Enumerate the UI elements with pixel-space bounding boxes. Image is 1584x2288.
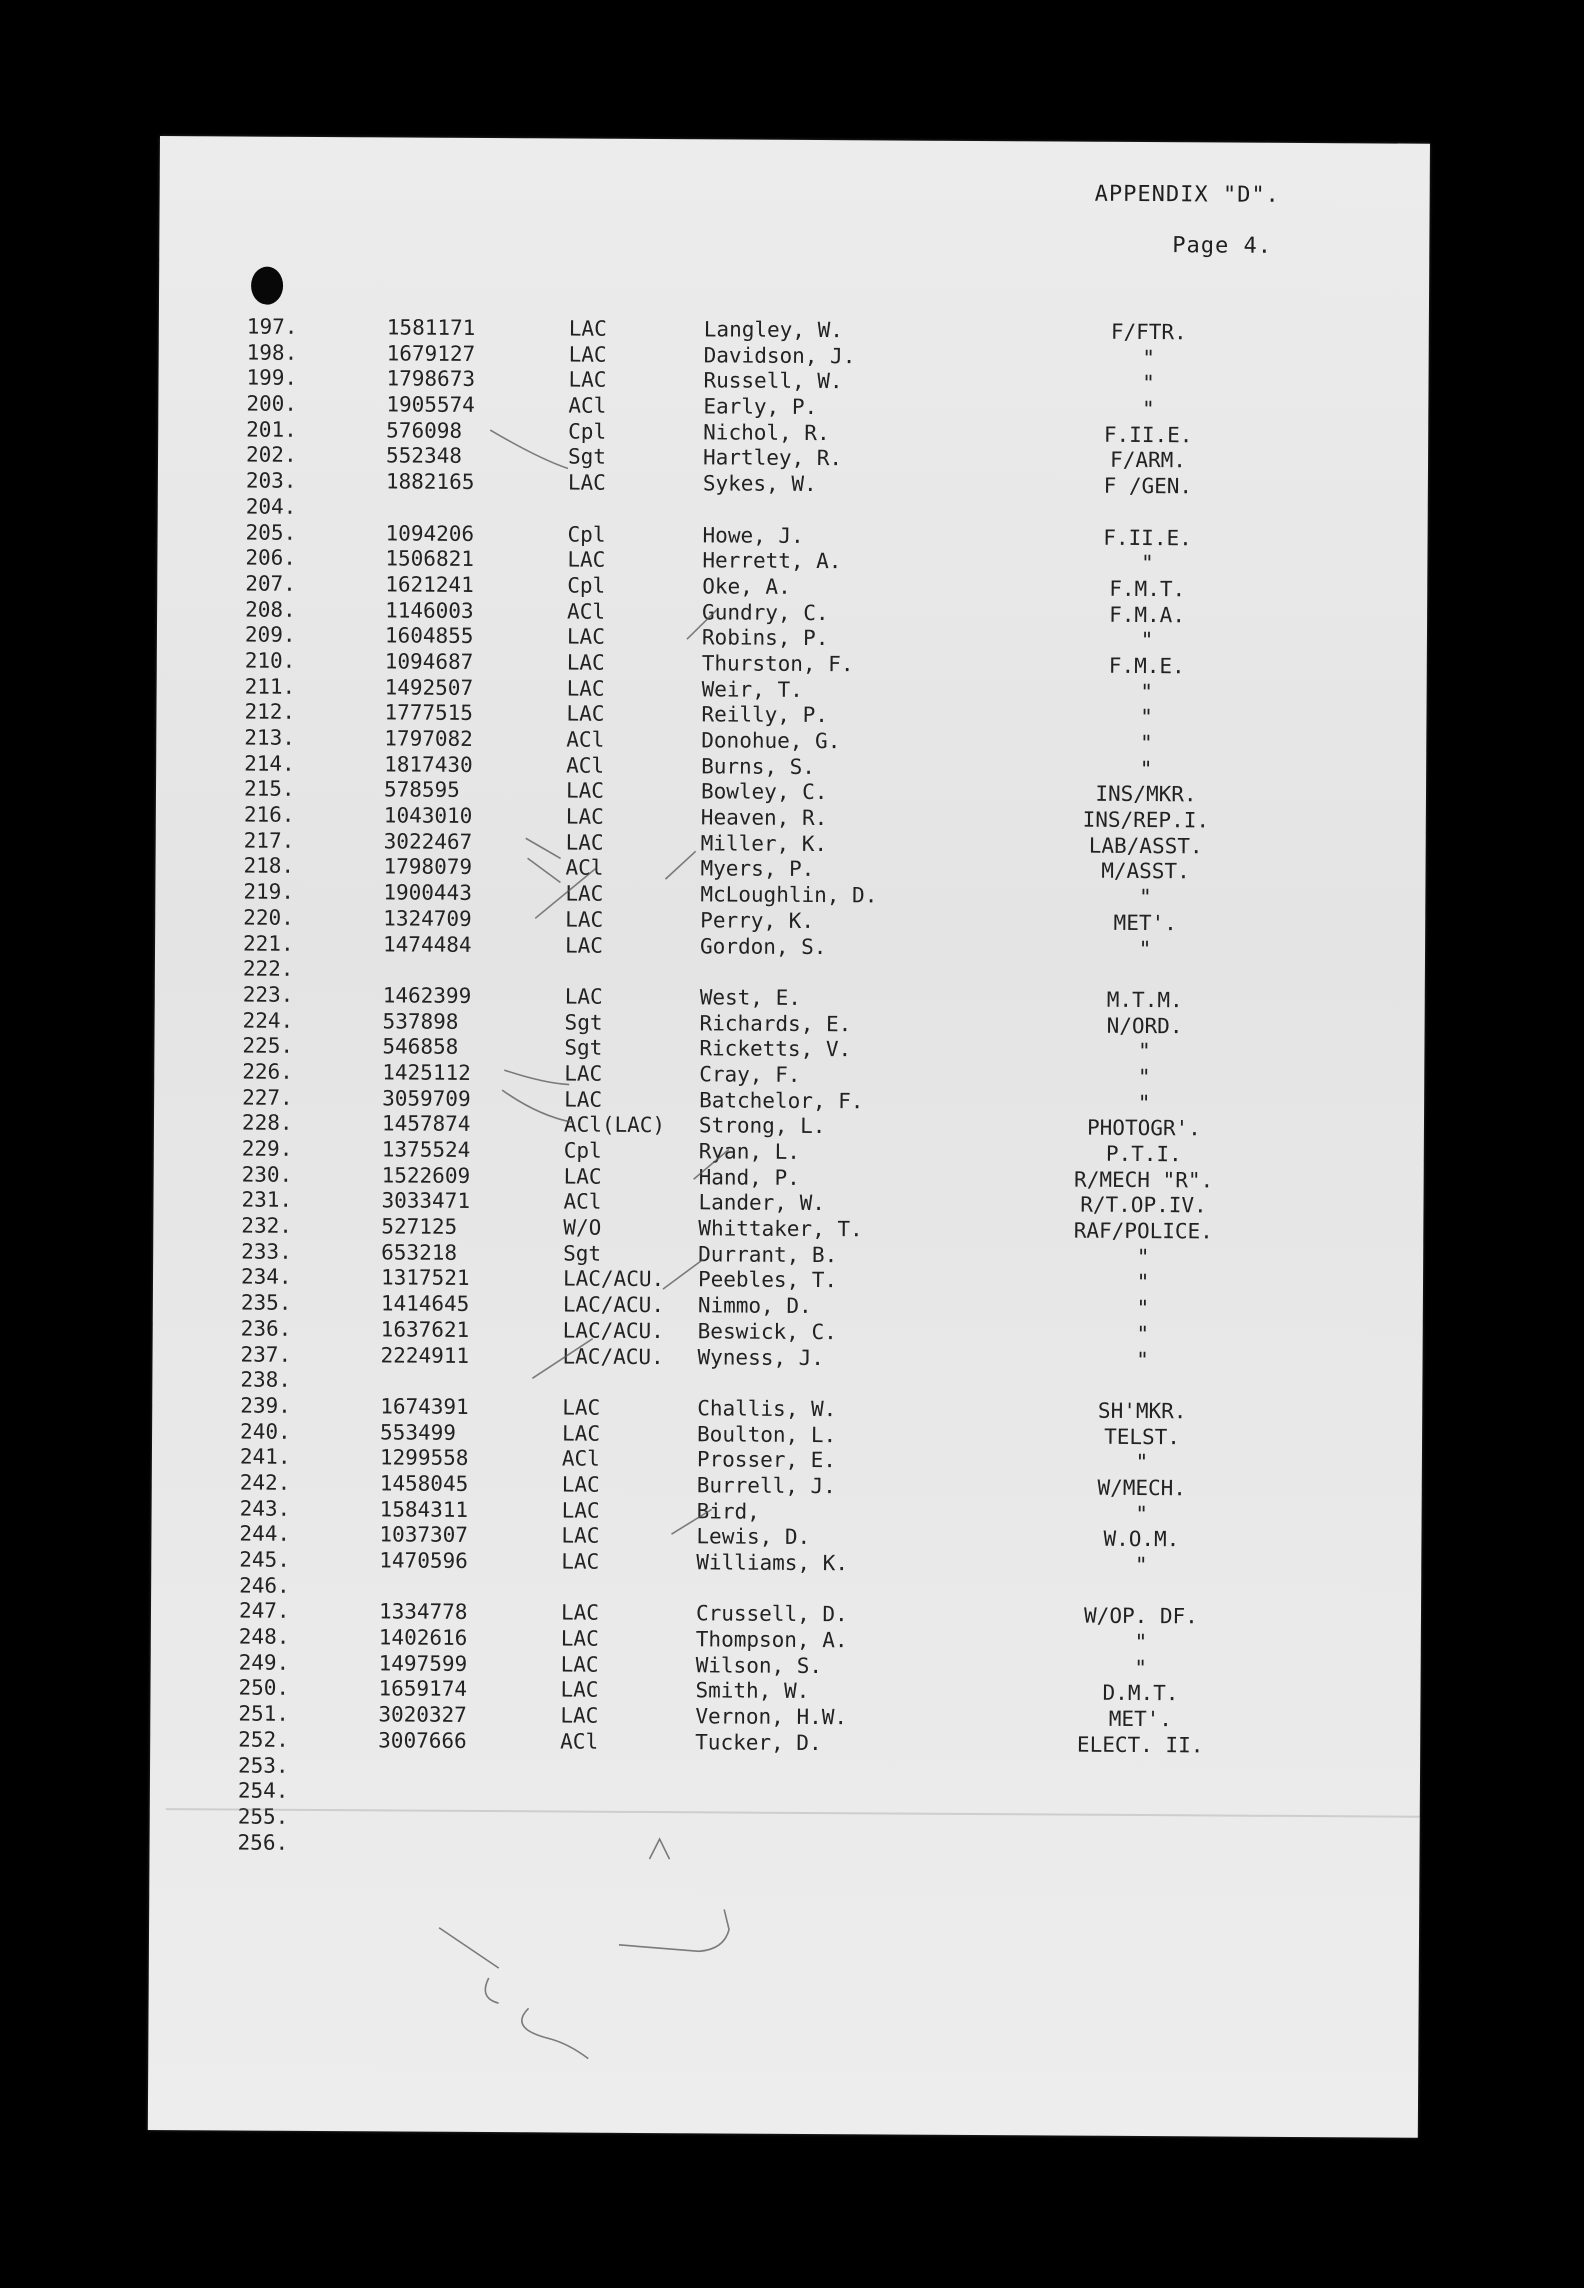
row-number: 233. (241, 1239, 292, 1264)
trade: " (1141, 551, 1154, 576)
row-number: 224. (242, 1008, 294, 1033)
person-name: Miller, K. (700, 831, 828, 856)
rank: LAC (560, 1626, 599, 1651)
service-number: 527125 (381, 1214, 458, 1239)
rank: Cpl (568, 419, 607, 444)
person-name: Bowley, C. (700, 779, 828, 805)
service-number: 1679127 (386, 341, 476, 366)
service-number: 1146003 (385, 597, 474, 623)
person-name: Herrett, A. (702, 548, 842, 574)
row-number: 231. (241, 1187, 293, 1213)
row-number: 251. (238, 1701, 290, 1726)
person-name: Vernon, H.W. (695, 1704, 848, 1730)
rank: LAC (564, 932, 604, 958)
trade: PHOTOGR'. (1086, 1115, 1201, 1141)
service-number: 1414645 (380, 1291, 470, 1317)
row-number: 202. (245, 442, 297, 468)
row-number: 252. (238, 1727, 289, 1752)
person-name: Nimmo, D. (697, 1293, 812, 1319)
row-number: 242. (239, 1470, 291, 1495)
trade: " (1136, 1244, 1150, 1269)
rank: ACl (567, 599, 606, 624)
row-number: 219. (243, 879, 295, 904)
person-name: Prosser, E. (696, 1447, 837, 1473)
rank: ACl(LAC) (563, 1112, 666, 1138)
service-number: 1506821 (385, 546, 475, 572)
pencil-stroke (522, 2008, 589, 2058)
row-number: 222. (242, 956, 294, 982)
rank: LAC (562, 1421, 601, 1446)
trade: F/ARM. (1110, 448, 1187, 473)
trade: W/OP. DF. (1083, 1604, 1198, 1629)
rank: Cpl (567, 573, 606, 598)
row-number: 240. (240, 1419, 291, 1444)
trade: F.M.E. (1108, 653, 1185, 679)
trade: N/ORD. (1106, 1013, 1183, 1038)
pencil-stroke (619, 1909, 729, 1952)
trade: " (1140, 679, 1154, 704)
trade: " (1135, 1501, 1149, 1526)
trade: " (1142, 345, 1156, 370)
trade: " (1138, 885, 1152, 910)
service-number: 1402616 (378, 1625, 468, 1650)
service-number: 1522609 (381, 1163, 471, 1188)
trade: W/MECH. (1097, 1475, 1187, 1501)
service-number: 3007666 (378, 1728, 467, 1753)
row-number: 236. (240, 1316, 292, 1341)
person-name: Donohue, G. (701, 728, 841, 754)
appendix-label: APPENDIX "D". (1094, 181, 1280, 208)
rank: LAC (566, 650, 605, 675)
row-number: 226. (242, 1059, 293, 1084)
rank: LAC/ACU. (562, 1292, 665, 1318)
rank: Sgt (567, 444, 607, 470)
row-number: 223. (242, 982, 294, 1007)
person-name: Reilly, P. (701, 702, 828, 728)
trade: LAB/ASST. (1088, 833, 1203, 859)
document-page (148, 136, 1430, 2138)
person-name: Wyness, J. (697, 1344, 825, 1370)
row-number: 253. (237, 1753, 289, 1778)
row-number: 235. (240, 1290, 292, 1315)
row-number: 213. (244, 725, 295, 750)
trade: INS/MKR. (1095, 782, 1197, 807)
row-number: 220. (243, 905, 294, 930)
rank: LAC (564, 1087, 603, 1112)
row-number: 211. (244, 674, 296, 699)
trade: P.T.I. (1105, 1141, 1182, 1167)
row-number: 229. (241, 1136, 293, 1161)
service-number: 1604855 (384, 623, 474, 649)
trade: F.M.T. (1109, 576, 1186, 602)
service-number: 537898 (382, 1008, 459, 1034)
person-name: Whittaker, T. (698, 1216, 863, 1242)
rank: ACl (561, 1446, 600, 1471)
service-number: 1474484 (382, 931, 472, 957)
trade: R/T.OP.IV. (1080, 1193, 1207, 1218)
service-number: 1324709 (383, 906, 472, 931)
row-number: 237. (240, 1342, 292, 1367)
row-number: 197. (246, 314, 298, 339)
person-name: Beswick, C. (697, 1319, 837, 1344)
row-number: 228. (241, 1110, 293, 1136)
service-number: 1492507 (384, 675, 474, 700)
row-number: 234. (240, 1264, 292, 1290)
rank: Sgt (564, 1010, 603, 1035)
rank: ACl (563, 1189, 602, 1215)
rank: Sgt (564, 1035, 603, 1060)
service-number: 1458045 (379, 1471, 469, 1496)
rank: LAC (561, 1498, 600, 1523)
rank: LAC (564, 984, 603, 1009)
person-name: West, E. (699, 985, 801, 1010)
trade: " (1138, 1039, 1151, 1064)
rank: LAC (565, 830, 604, 855)
service-number: 546858 (382, 1034, 459, 1060)
person-name: Durrant, B. (698, 1242, 838, 1267)
trade: " (1142, 371, 1155, 396)
service-number: 1900443 (383, 880, 472, 906)
trade: F.II.E. (1103, 525, 1192, 550)
person-name: Perry, K. (700, 908, 815, 933)
service-number: 1905574 (386, 392, 475, 417)
row-number: 201. (246, 417, 297, 442)
person-name: Nichol, R. (703, 420, 830, 445)
row-number: 198. (246, 340, 298, 365)
trade: " (1140, 705, 1153, 730)
person-name: Ricketts, V. (699, 1036, 852, 1062)
service-number: 1462399 (382, 983, 472, 1008)
trade: " (1139, 730, 1153, 756)
rank: LAC (566, 676, 605, 701)
rank: LAC (567, 547, 606, 572)
person-name: Tucker, D. (695, 1730, 822, 1755)
row-number: 245. (239, 1547, 290, 1572)
row-number: 238. (240, 1367, 292, 1393)
row-number: 210. (244, 648, 296, 673)
trade: W.O.M. (1103, 1527, 1180, 1552)
row-number: 243. (239, 1496, 291, 1521)
trade: " (1136, 1270, 1150, 1295)
rank: Cpl (563, 1138, 602, 1163)
trade: F/FTR. (1110, 319, 1187, 345)
service-number: 1777515 (384, 700, 474, 726)
person-name: Myers, P. (700, 856, 815, 882)
rank: LAC (568, 367, 607, 393)
rank: LAC (566, 624, 605, 649)
row-number: 203. (245, 468, 297, 493)
service-number: 1797082 (384, 726, 473, 751)
service-number: 576098 (386, 418, 463, 443)
person-name: Lander, W. (698, 1190, 826, 1216)
pencil-stroke (439, 1928, 499, 1968)
trade: RAF/POLICE. (1073, 1218, 1213, 1244)
rank: LAC (560, 1600, 599, 1626)
person-name: Richards, E. (699, 1010, 852, 1036)
row-number: 214. (244, 751, 295, 776)
trade: " (1134, 1655, 1148, 1680)
trade: F /GEN. (1103, 473, 1193, 499)
person-name: Hartley, R. (702, 445, 843, 471)
row-number: 247. (238, 1598, 290, 1624)
service-number: 1425112 (382, 1060, 471, 1085)
rank: Sgt (563, 1241, 602, 1266)
rank: LAC (562, 1395, 601, 1420)
rank: LAC (563, 1164, 602, 1189)
row-number: 255. (237, 1804, 289, 1829)
service-number: 1470596 (379, 1548, 468, 1573)
rank: LAC (560, 1652, 599, 1677)
service-number: 1299558 (379, 1445, 469, 1471)
rank: LAC (561, 1523, 600, 1549)
person-name: Bird, (696, 1498, 760, 1524)
rank: Cpl (567, 521, 606, 547)
rank: ACl (568, 393, 607, 418)
row-number: 204. (245, 494, 297, 519)
rank: LAC (565, 907, 604, 932)
row-number: 205. (245, 520, 297, 545)
row-number: 217. (243, 828, 295, 853)
service-number: 1317521 (380, 1265, 470, 1291)
row-number: 241. (239, 1444, 291, 1470)
row-number: 218. (243, 853, 295, 879)
trade: " (1136, 1347, 1149, 1372)
rank: LAC (566, 701, 605, 727)
trade: M/ASST. (1101, 859, 1190, 884)
person-name: Challis, W. (697, 1396, 837, 1422)
trade: F.II.E. (1103, 422, 1193, 448)
service-number: 1043010 (383, 803, 473, 828)
trade: M.T.M. (1106, 987, 1183, 1013)
row-number: 244. (239, 1521, 291, 1547)
service-number: 653218 (381, 1240, 458, 1265)
row-number: 249. (238, 1650, 290, 1675)
rank: ACl (566, 727, 605, 752)
person-name: Russell, W. (703, 368, 843, 394)
trade: MET'. (1113, 910, 1177, 936)
rank: LAC (565, 804, 604, 829)
person-name: Sykes, W. (702, 471, 817, 497)
person-name: Ryan, L. (698, 1139, 801, 1164)
service-number: 553499 (380, 1419, 457, 1445)
rank: LAC (561, 1549, 600, 1574)
service-number: 1094687 (384, 649, 474, 674)
person-name: Strong, L. (698, 1113, 826, 1139)
rank: LAC/ACU. (562, 1343, 664, 1369)
rank: LAC/ACU. (562, 1266, 665, 1292)
row-number: 199. (246, 365, 298, 391)
trade: " (1136, 1321, 1150, 1346)
service-number: 1584311 (379, 1496, 469, 1522)
rank: LAC (561, 1472, 600, 1497)
rank: LAC (565, 778, 605, 804)
service-number: 1798079 (383, 854, 473, 880)
person-name: Burns, S. (701, 754, 816, 779)
service-number: 1621241 (385, 572, 474, 597)
trade: " (1136, 1296, 1150, 1321)
person-name: Robins, P. (701, 625, 829, 651)
row-number: 208. (245, 597, 296, 622)
trade: " (1134, 1552, 1148, 1578)
person-name: Lewis, D. (696, 1524, 811, 1550)
service-number: 1882165 (385, 469, 475, 495)
person-name: Thompson, A. (695, 1627, 848, 1653)
rank: LAC (564, 1061, 603, 1086)
person-name: Hand, P. (698, 1164, 800, 1190)
service-number: 1674391 (380, 1394, 469, 1419)
row-number: 212. (244, 699, 296, 725)
trade: " (1138, 936, 1152, 961)
person-name: Early, P. (703, 394, 818, 420)
trade: MET'. (1108, 1706, 1173, 1732)
page-number: Page 4. (1172, 233, 1273, 259)
service-number: 3022467 (383, 829, 473, 854)
row-number: 200. (246, 391, 298, 416)
pencil-stroke (485, 1978, 498, 2003)
trade: ELECT. II. (1076, 1732, 1204, 1758)
person-name: Weir, T. (701, 676, 803, 702)
service-number: 1334778 (378, 1599, 468, 1625)
person-name: Wilson, S. (695, 1653, 823, 1678)
trade: " (1137, 1064, 1151, 1090)
service-number: 1094206 (385, 520, 475, 546)
trade: " (1135, 1450, 1149, 1475)
service-number: 1497599 (378, 1651, 468, 1676)
person-name: Batchelor, F. (699, 1087, 864, 1113)
row-number: 232. (241, 1213, 292, 1238)
trade: " (1134, 1630, 1148, 1655)
row-number: 230. (241, 1162, 293, 1187)
service-number: 1659174 (378, 1676, 468, 1702)
rank: ACl (566, 753, 605, 778)
trade: " (1137, 1090, 1151, 1115)
person-name: Smith, W. (695, 1678, 810, 1704)
row-number: 239. (240, 1393, 291, 1418)
service-number: 1375524 (381, 1137, 471, 1162)
row-number: 216. (243, 802, 295, 827)
rank: LAC (568, 316, 607, 341)
row-number: 209. (244, 622, 296, 648)
trade: " (1139, 756, 1153, 781)
rank: ACl (560, 1729, 599, 1754)
punch-hole (251, 267, 283, 305)
service-number: 3033471 (381, 1188, 471, 1214)
person-name: Thurston, F. (701, 651, 854, 677)
trade: " (1140, 628, 1154, 653)
rank: LAC (560, 1703, 599, 1728)
row-number: 256. (237, 1830, 289, 1855)
rank: LAC/ACU. (562, 1318, 664, 1343)
rank: LAC (565, 881, 604, 906)
row-number: 250. (238, 1675, 290, 1701)
trade: INS/REP.I. (1082, 807, 1210, 833)
rank: LAC (560, 1677, 599, 1703)
service-number: 1817430 (384, 752, 473, 777)
trade: " (1141, 397, 1155, 422)
row-number: 254. (237, 1778, 289, 1804)
rank: LAC (567, 470, 606, 495)
person-name: Heaven, R. (700, 805, 828, 831)
row-number: 221. (242, 931, 294, 956)
rank: ACl (565, 855, 604, 881)
person-name: Peebles, T. (697, 1267, 838, 1293)
person-name: Davidson, J. (703, 343, 856, 368)
person-name: Cray, F. (699, 1062, 801, 1087)
person-name: McLoughlin, D. (700, 882, 878, 908)
row-number: 207. (245, 571, 296, 596)
service-number: 1798673 (386, 366, 476, 392)
person-name: Gordon, S. (699, 933, 827, 959)
service-number: 1581171 (386, 315, 476, 340)
person-name: Gundry, C. (702, 599, 829, 625)
row-number: 227. (242, 1085, 293, 1110)
service-number: 1457874 (381, 1111, 471, 1137)
personnel-list (149, 314, 1428, 1863)
service-number: 1037307 (379, 1522, 469, 1548)
row-number: 248. (238, 1624, 290, 1649)
service-number: 1637621 (380, 1317, 470, 1342)
person-name: Crussell, D. (695, 1601, 848, 1627)
trade: SH'MKR. (1097, 1398, 1187, 1424)
service-number: 578595 (383, 777, 460, 803)
person-name: Burrell, J. (696, 1473, 836, 1499)
person-name: Langley, W. (703, 317, 843, 343)
row-number: 215. (243, 776, 295, 802)
trade: TELST. (1104, 1424, 1181, 1449)
person-name: Howe, J. (702, 522, 804, 548)
service-number: 3020327 (378, 1702, 467, 1728)
service-number: 3059709 (382, 1086, 471, 1111)
row-number: 246. (239, 1573, 290, 1598)
rank: W/O (563, 1215, 602, 1240)
trade: F.M.A. (1109, 602, 1186, 627)
rank: LAC (568, 342, 607, 367)
person-name: Boulton, L. (697, 1421, 837, 1447)
person-name: Oke, A. (702, 574, 791, 599)
service-number: 552348 (385, 443, 462, 469)
row-number: 206. (245, 545, 297, 571)
trade: R/MECH "R". (1074, 1167, 1214, 1193)
trade: D.M.T. (1102, 1681, 1179, 1706)
service-number: 2224911 (380, 1342, 470, 1368)
person-name: Williams, K. (696, 1550, 849, 1576)
row-number: 225. (242, 1033, 294, 1059)
